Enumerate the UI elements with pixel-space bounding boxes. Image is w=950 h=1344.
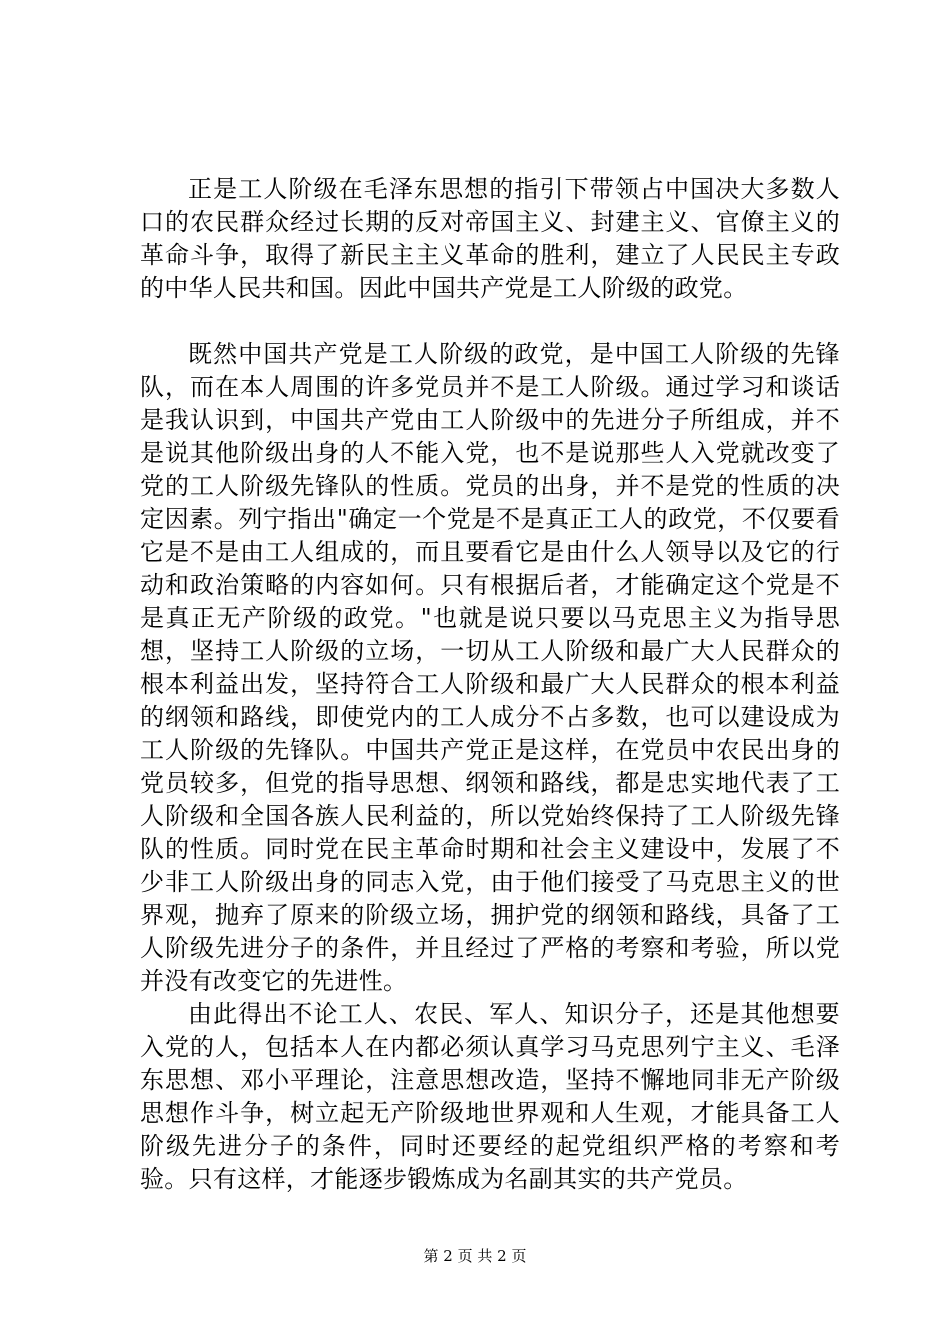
document-body	[140, 173, 840, 1196]
page-number-footer: 第 2 页 共 2 页	[423, 1247, 527, 1265]
paragraph-2: 既然中国共产党是工人阶级的政党，是中国工人阶级的先锋队，而在本人周围的许多党员并不是工人阶级。通过学习和谈话是我认识到，中国共产党由工人阶级中的先进分子所组成，并不是说其他阶级出身的人不能入党，也不是说那些人入党就改变了党的工人阶级先锋队的性质。党员的出身，并不是党的性质的决定因素。列宁指出"确定一个党是不是真正工人的政党，不仅要看它是不是由工人组成的，而且要看它是由什么人领导以及它的行动和政治策略的内容如何。只有根据后者，才能确定这个党是不是真正无产阶级的政党。"也就是说只要以马克思主义为指导思想，坚持工人阶级的立场，一切从工人阶级和最广大人民群众的根本利益出发，坚持符合工人阶级和最广大人民群众的根本利益的纲领和路线，即使党内的工人成分不占多数，也可以建设成为工人阶级的先锋队。中国共产党正是这样，在党员中农民出身的党员较多，但党的指导思想、纲领和路线，都是忠实地代表了工人阶级和全国各族人民利益的，所以党始终保持了工人阶级先锋队的性质。同时党在民主革命时期和社会主义建设中，发展了不少非工人阶级出身的同志入党，由于他们接受了马克思主义的世界观，抛弃了原来的阶级立场，拥护党的纲领和路线，具备了工人阶级先进分子的条件，并且经过了严格的考察和考验，所以党并没有改变它的先进性。	[140, 340, 840, 995]
paragraph-spacer	[140, 305, 840, 338]
paragraph-1: 正是工人阶级在毛泽东思想的指引下带领占中国决大多数人口的农民群众经过长期的反对帝国主义、封建主义、官僚主义的革命斗争，取得了新民主主义革命的胜利，建立了人民民主专政的中华人民共和国。因此中国共产党是工人阶级的政党。	[140, 175, 840, 302]
paragraph-3: 由此得出不论工人、农民、军人、知识分子，还是其他想要入党的人，包括本人在内都必须认真学习马克思列宁主义、毛泽东思想、邓小平理论，注意思想改造，坚持不懈地同非无产阶级思想作斗争，树立起无产阶级地世界观和人生观，才能具备工人阶级先进分子的条件，同时还要经的起党组织严格的考察和考验。只有这样，才能逐步锻炼成为名副其实的共产党员。	[140, 1000, 840, 1193]
